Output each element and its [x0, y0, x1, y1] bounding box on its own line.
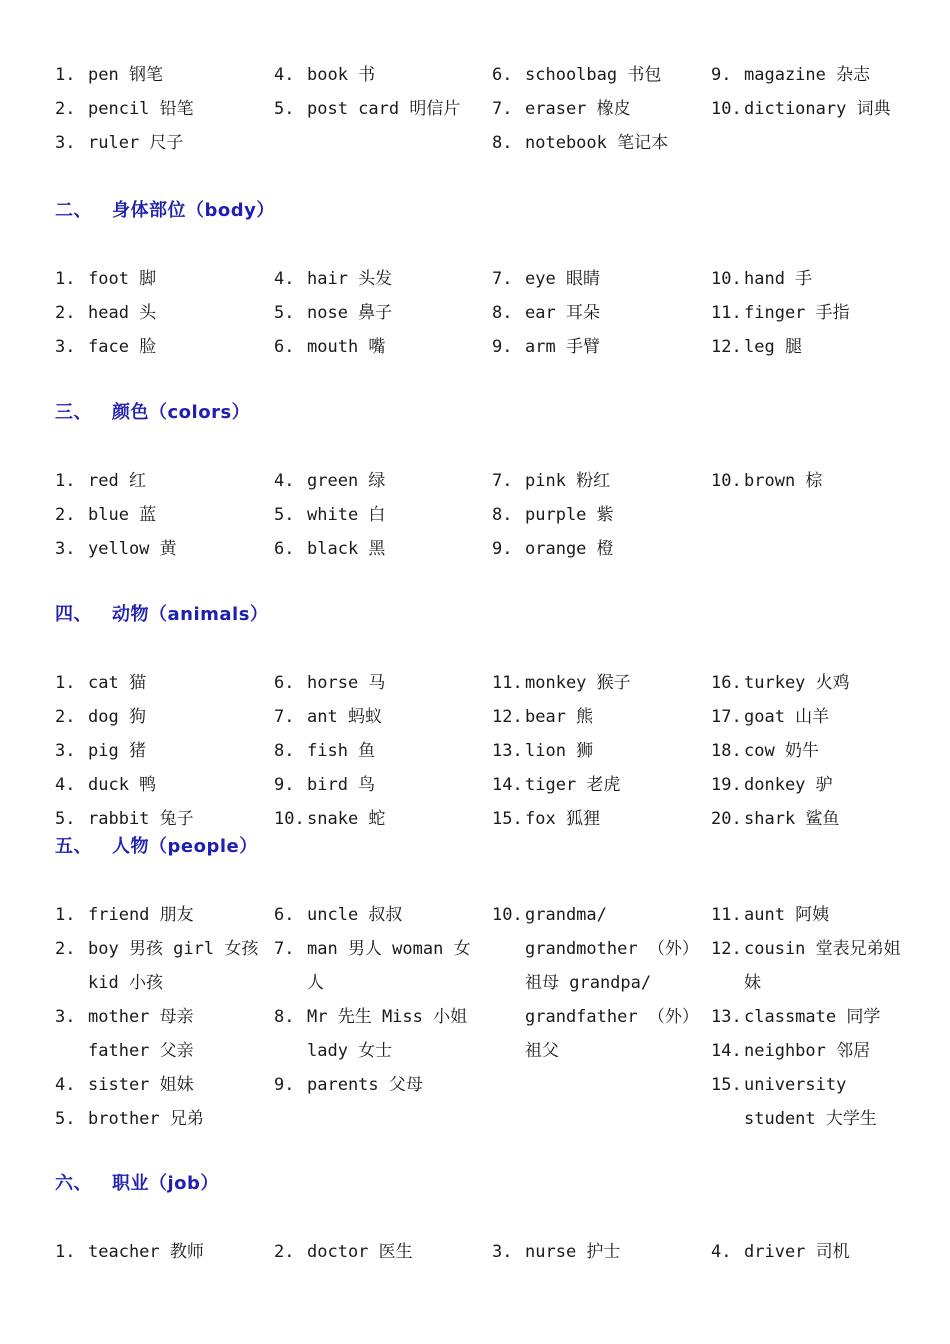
vocab-entry — [711, 734, 916, 768]
entry-text: donkey 驴 — [744, 775, 833, 795]
entry-text: shark 鲨鱼 — [744, 809, 840, 829]
vocab-column — [711, 898, 916, 1136]
vocab-column — [274, 262, 479, 364]
entry-number: 8. — [492, 133, 513, 153]
entry-text: cat 猫 — [88, 673, 146, 693]
vocab-entry — [274, 330, 479, 364]
entry-text: boy 男孩 girl 女孩 kid 小孩 — [88, 939, 259, 993]
entry-number: 5. — [55, 1109, 76, 1129]
entry-number: 8. — [274, 1007, 295, 1027]
vocab-entry — [274, 898, 479, 932]
section-heading — [55, 600, 268, 626]
vocab-entry — [274, 296, 479, 330]
entry-text: horse 马 — [307, 673, 386, 693]
entry-number: 2. — [55, 939, 76, 959]
entry-number: 19. — [711, 775, 742, 795]
vocab-entry — [711, 898, 916, 932]
entry-number: 10. — [711, 99, 742, 119]
entry-number: 7. — [492, 99, 513, 119]
vocab-entry — [711, 464, 916, 498]
entry-text: aunt 阿姨 — [744, 905, 830, 925]
entry-number: 6. — [274, 337, 295, 357]
vocab-entry — [492, 58, 697, 92]
vocab-column — [492, 666, 697, 836]
entry-text: teacher 教师 — [88, 1242, 204, 1262]
vocab-entry — [492, 330, 697, 364]
vocab-entry — [55, 296, 260, 330]
entry-text: hair 头发 — [307, 269, 393, 289]
vocab-column — [55, 464, 260, 566]
entry-text: foot 脚 — [88, 269, 157, 289]
section-number: 六、 — [55, 1173, 92, 1194]
vocab-entry — [55, 126, 260, 160]
entry-number: 11. — [492, 673, 523, 693]
entry-number: 3. — [492, 1242, 513, 1262]
vocab-entry — [274, 1068, 479, 1102]
vocab-column — [711, 464, 916, 498]
vocab-entry — [274, 1235, 479, 1269]
entry-text: blue 蓝 — [88, 505, 157, 525]
vocab-entry — [55, 498, 260, 532]
vocab-entry — [274, 58, 479, 92]
section-number: 四、 — [55, 604, 92, 625]
section-number: 三、 — [55, 402, 92, 423]
vocab-column — [274, 666, 479, 836]
vocab-column — [274, 898, 479, 1102]
vocab-entry — [711, 92, 916, 126]
vocab-column — [55, 262, 260, 364]
entry-text: arm 手臂 — [525, 337, 600, 357]
entry-text: Mr 先生 Miss 小姐 lady 女士 — [307, 1007, 468, 1061]
entry-text: brother 兄弟 — [88, 1109, 204, 1129]
entry-number: 13. — [711, 1007, 742, 1027]
entry-number: 4. — [274, 65, 295, 85]
vocab-entry — [274, 498, 479, 532]
entry-text: fox 狐狸 — [525, 809, 600, 829]
vocab-column — [55, 666, 260, 836]
entry-number: 3. — [55, 337, 76, 357]
entry-text: post card 明信片 — [307, 99, 461, 119]
vocab-entry — [492, 802, 697, 836]
entry-text: leg 腿 — [744, 337, 802, 357]
entry-text: monkey 猴子 — [525, 673, 631, 693]
vocab-entry — [274, 734, 479, 768]
vocab-entry — [274, 666, 479, 700]
vocab-entry — [711, 802, 916, 836]
section-heading — [55, 196, 275, 222]
vocab-entry — [55, 700, 260, 734]
vocab-entry — [55, 1235, 260, 1269]
entry-number: 2. — [55, 707, 76, 727]
entry-number: 5. — [274, 303, 295, 323]
entry-text: pink 粉红 — [525, 471, 611, 491]
vocab-entry — [55, 1000, 260, 1068]
entry-text: classmate 同学 — [744, 1007, 881, 1027]
entry-number: 3. — [55, 1007, 76, 1027]
vocab-entry — [492, 296, 697, 330]
entry-text: nurse 护士 — [525, 1242, 621, 1262]
vocab-column — [492, 464, 697, 566]
entry-text: brown 棕 — [744, 471, 823, 491]
entry-text: black 黑 — [307, 539, 386, 559]
vocab-entry — [711, 262, 916, 296]
entry-text: hand 手 — [744, 269, 813, 289]
vocab-entry — [711, 768, 916, 802]
entry-text: mouth 嘴 — [307, 337, 386, 357]
entry-text: mother 母亲 father 父亲 — [88, 1007, 194, 1061]
vocab-entry — [492, 700, 697, 734]
entry-text: lion 狮 — [525, 741, 594, 761]
entry-number: 5. — [274, 99, 295, 119]
vocab-entry — [274, 1000, 479, 1068]
vocab-entry — [492, 532, 697, 566]
section-title-text: 动物（animals） — [112, 604, 269, 625]
section-title-text: 身体部位（body） — [112, 200, 275, 221]
section-heading — [55, 1169, 219, 1195]
vocab-column — [274, 464, 479, 566]
entry-text: parents 父母 — [307, 1075, 423, 1095]
vocab-entry — [492, 734, 697, 768]
entry-text: pencil 铅笔 — [88, 99, 194, 119]
vocab-entry — [274, 464, 479, 498]
entry-number: 4. — [274, 471, 295, 491]
entry-text: book 书 — [307, 65, 376, 85]
entry-number: 3. — [55, 539, 76, 559]
entry-number: 3. — [55, 133, 76, 153]
entry-text: eye 眼睛 — [525, 269, 600, 289]
vocab-column — [492, 58, 697, 160]
vocab-entry — [711, 296, 916, 330]
entry-text: man 男人 woman 女人 — [307, 939, 471, 993]
entry-number: 9. — [492, 539, 513, 559]
entry-number: 2. — [274, 1242, 295, 1262]
entry-number: 4. — [55, 1075, 76, 1095]
vocab-column — [55, 1235, 260, 1269]
entry-number: 17. — [711, 707, 742, 727]
entry-text: bear 熊 — [525, 707, 594, 727]
entry-number: 6. — [274, 539, 295, 559]
entry-number: 15. — [711, 1075, 742, 1095]
vocab-column — [711, 58, 916, 126]
entry-number: 1. — [55, 471, 76, 491]
entry-text: ruler 尺子 — [88, 133, 184, 153]
entry-number: 9. — [274, 775, 295, 795]
entry-number: 16. — [711, 673, 742, 693]
vocab-entry — [492, 898, 697, 1068]
entry-number: 4. — [274, 269, 295, 289]
entry-text: orange 橙 — [525, 539, 614, 559]
vocab-column — [55, 898, 260, 1136]
entry-text: finger 手指 — [744, 303, 850, 323]
entry-number: 8. — [492, 505, 513, 525]
section-heading — [55, 398, 250, 424]
vocab-entry — [711, 1235, 916, 1269]
entry-number: 3. — [55, 741, 76, 761]
entry-text: notebook 笔记本 — [525, 133, 669, 153]
entry-number: 1. — [55, 1242, 76, 1262]
vocab-entry — [274, 532, 479, 566]
vocab-entry — [711, 666, 916, 700]
entry-text: white 白 — [307, 505, 386, 525]
entry-number: 11. — [711, 303, 742, 323]
section-number: 二、 — [55, 200, 92, 221]
entry-number: 12. — [711, 939, 742, 959]
entry-text: sister 姐妹 — [88, 1075, 194, 1095]
entry-text: pig 猪 — [88, 741, 146, 761]
entry-text: green 绿 — [307, 471, 386, 491]
entry-number: 2. — [55, 505, 76, 525]
vocab-entry — [711, 330, 916, 364]
vocab-entry — [711, 1000, 916, 1034]
vocab-entry — [492, 666, 697, 700]
vocab-entry — [55, 262, 260, 296]
vocab-entry — [492, 768, 697, 802]
vocab-column — [492, 262, 697, 364]
vocab-entry — [55, 464, 260, 498]
vocab-entry — [711, 700, 916, 734]
entry-text: friend 朋友 — [88, 905, 194, 925]
entry-number: 5. — [274, 505, 295, 525]
vocab-entry — [55, 802, 260, 836]
entry-number: 10. — [711, 269, 742, 289]
entry-number: 2. — [55, 99, 76, 119]
entry-text: grandma/ grandmother （外）祖母 grandpa/ grandfather （外）祖父 — [525, 905, 691, 1061]
entry-number: 9. — [711, 65, 732, 85]
entry-text: doctor 医生 — [307, 1242, 413, 1262]
entry-text: turkey 火鸡 — [744, 673, 850, 693]
vocab-column — [492, 898, 697, 1068]
section-title-text: 人物（people） — [112, 836, 258, 857]
section-heading — [55, 832, 258, 858]
entry-text: eraser 橡皮 — [525, 99, 631, 119]
vocab-entry — [274, 700, 479, 734]
vocab-column — [274, 1235, 479, 1269]
entry-number: 14. — [492, 775, 523, 795]
vocab-column — [492, 1235, 697, 1269]
vocab-entry — [492, 262, 697, 296]
entry-number: 7. — [492, 471, 513, 491]
entry-number: 1. — [55, 673, 76, 693]
entry-number: 6. — [274, 673, 295, 693]
entry-text: ant 蚂蚁 — [307, 707, 382, 727]
entry-text: dictionary 词典 — [744, 99, 891, 119]
vocab-entry — [492, 498, 697, 532]
entry-text: university student 大学生 — [744, 1075, 877, 1129]
vocab-entry — [55, 532, 260, 566]
vocab-entry — [55, 932, 260, 1000]
vocab-column — [711, 262, 916, 364]
vocab-entry — [274, 932, 479, 1000]
vocab-entry — [55, 734, 260, 768]
vocab-entry — [55, 768, 260, 802]
entry-number: 1. — [55, 65, 76, 85]
entry-number: 7. — [274, 939, 295, 959]
vocab-column — [55, 58, 260, 160]
entry-number: 4. — [711, 1242, 732, 1262]
vocab-entry — [55, 330, 260, 364]
vocab-column — [711, 666, 916, 836]
entry-number: 13. — [492, 741, 523, 761]
entry-number: 9. — [492, 337, 513, 357]
entry-text: ear 耳朵 — [525, 303, 600, 323]
vocab-entry — [274, 92, 479, 126]
entry-number: 10. — [711, 471, 742, 491]
vocab-column — [711, 1235, 916, 1269]
vocab-entry — [492, 464, 697, 498]
entry-number: 20. — [711, 809, 742, 829]
entry-text: yellow 黄 — [88, 539, 177, 559]
entry-text: cousin 堂表兄弟姐妹 — [744, 939, 901, 993]
vocab-entry — [55, 1068, 260, 1102]
vocab-entry — [55, 898, 260, 932]
entry-number: 5. — [55, 809, 76, 829]
vocab-entry — [55, 1102, 260, 1136]
entry-number: 11. — [711, 905, 742, 925]
entry-text: fish 鱼 — [307, 741, 376, 761]
entry-number: 1. — [55, 269, 76, 289]
section-title-text: 职业（job） — [112, 1173, 219, 1194]
entry-text: face 脸 — [88, 337, 157, 357]
vocab-column — [274, 58, 479, 126]
section-title-text: 颜色（colors） — [112, 402, 251, 423]
entry-text: rabbit 兔子 — [88, 809, 194, 829]
vocab-entry — [492, 126, 697, 160]
vocab-entry — [492, 1235, 697, 1269]
entry-number: 15. — [492, 809, 523, 829]
entry-text: cow 奶牛 — [744, 741, 819, 761]
entry-number: 6. — [274, 905, 295, 925]
vocab-entry — [711, 932, 916, 1000]
entry-number: 7. — [492, 269, 513, 289]
vocab-entry — [492, 92, 697, 126]
entry-number: 2. — [55, 303, 76, 323]
entry-number: 10. — [492, 905, 523, 925]
entry-text: snake 蛇 — [307, 809, 386, 829]
entry-number: 4. — [55, 775, 76, 795]
entry-number: 8. — [274, 741, 295, 761]
entry-text: red 红 — [88, 471, 146, 491]
entry-text: schoolbag 书包 — [525, 65, 662, 85]
entry-text: neighbor 邻居 — [744, 1041, 871, 1061]
vocab-entry — [711, 1034, 916, 1068]
entry-text: uncle 叔叔 — [307, 905, 403, 925]
entry-text: head 头 — [88, 303, 157, 323]
entry-number: 12. — [492, 707, 523, 727]
entry-number: 6. — [492, 65, 513, 85]
entry-text: bird 鸟 — [307, 775, 376, 795]
entry-text: driver 司机 — [744, 1242, 850, 1262]
vocab-entry — [55, 92, 260, 126]
entry-number: 7. — [274, 707, 295, 727]
entry-text: nose 鼻子 — [307, 303, 393, 323]
entry-text: goat 山羊 — [744, 707, 830, 727]
vocab-entry — [711, 58, 916, 92]
entry-number: 18. — [711, 741, 742, 761]
vocab-entry — [55, 58, 260, 92]
section-number: 五、 — [55, 836, 92, 857]
entry-number: 12. — [711, 337, 742, 357]
vocab-entry — [274, 768, 479, 802]
entry-text: duck 鸭 — [88, 775, 157, 795]
entry-text: magazine 杂志 — [744, 65, 871, 85]
entry-text: pen 钢笔 — [88, 65, 163, 85]
entry-number: 1. — [55, 905, 76, 925]
entry-text: purple 紫 — [525, 505, 614, 525]
vocab-entry — [55, 666, 260, 700]
entry-text: tiger 老虎 — [525, 775, 621, 795]
vocab-entry — [274, 262, 479, 296]
vocab-entry — [274, 802, 479, 836]
vocab-entry — [711, 1068, 916, 1136]
entry-number: 14. — [711, 1041, 742, 1061]
entry-number: 10. — [274, 809, 305, 829]
entry-text: dog 狗 — [88, 707, 146, 727]
entry-number: 9. — [274, 1075, 295, 1095]
entry-number: 8. — [492, 303, 513, 323]
